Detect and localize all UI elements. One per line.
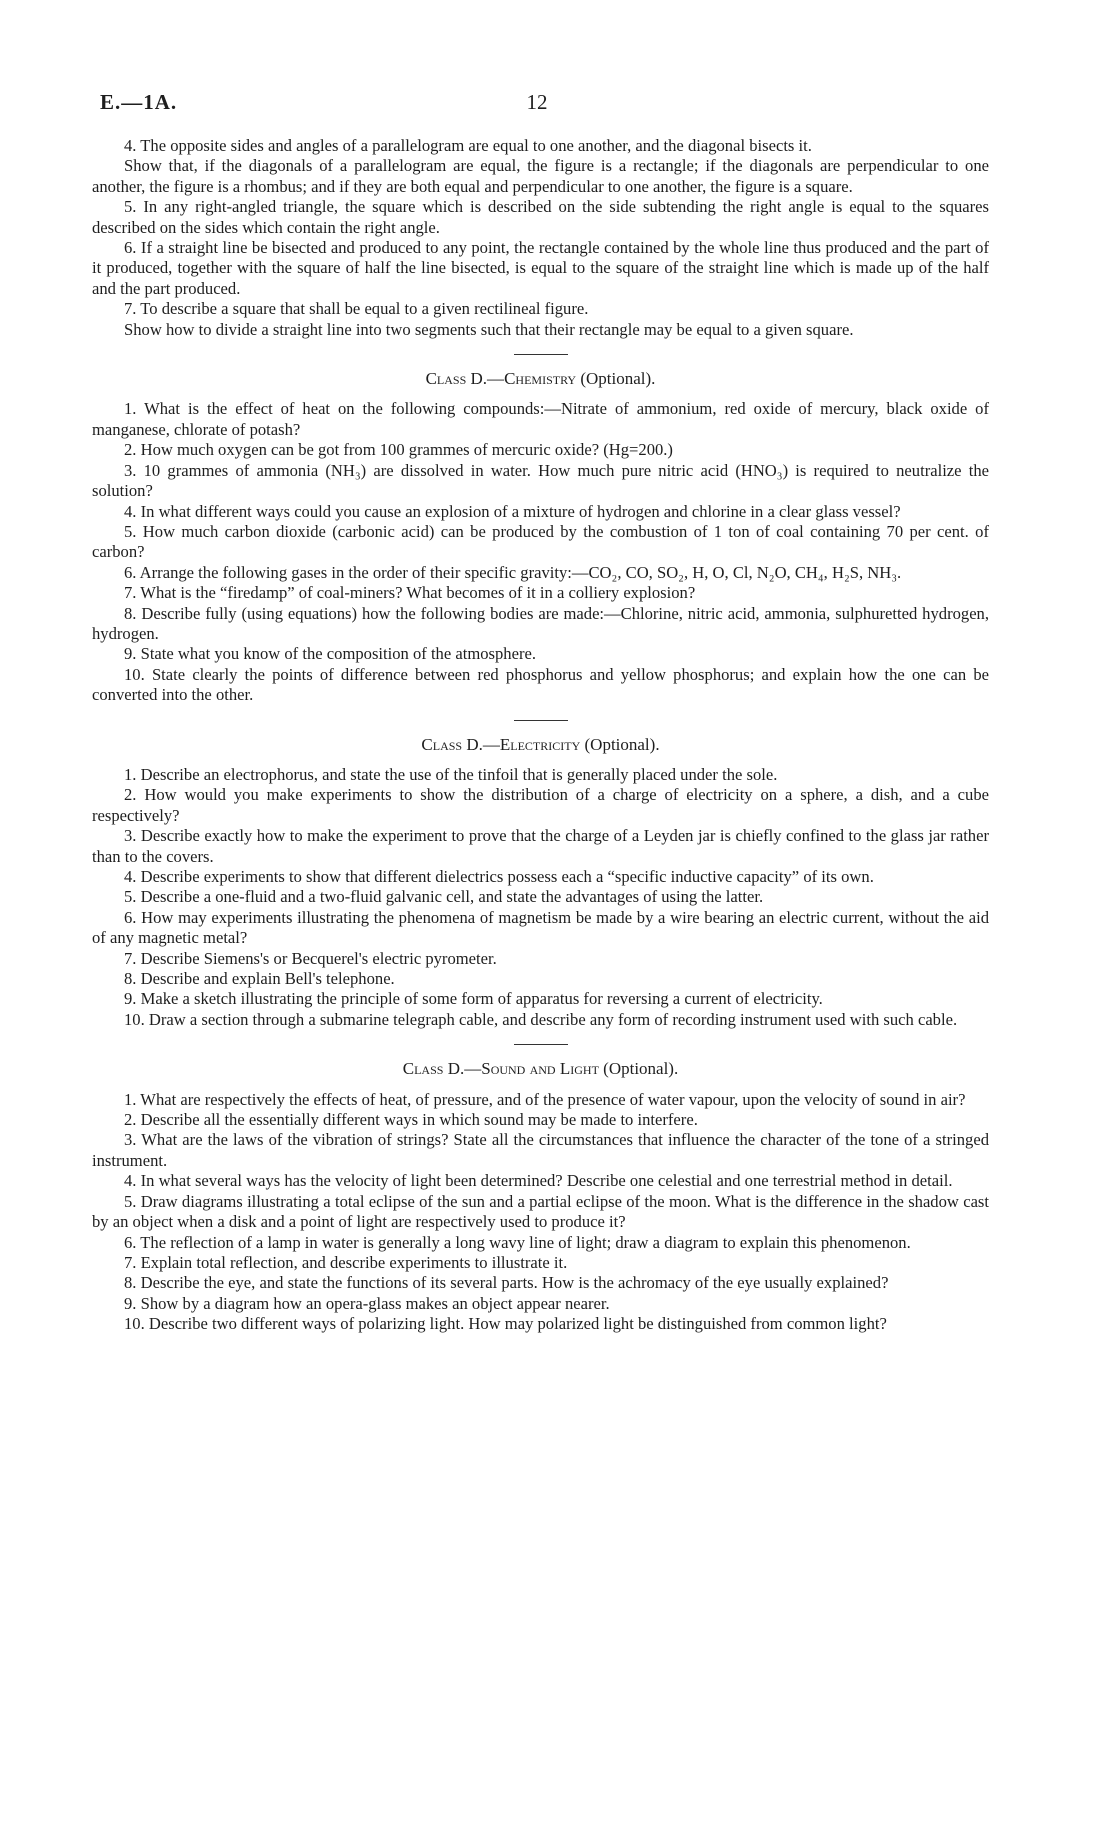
page-number: 12 [526, 90, 548, 114]
section-title: Class D.—Chemistry (Optional). [425, 369, 656, 389]
question: 3. What are the laws of the vibration of strings? State all the circumstances that influence the character of the tone of a stringed instrument. [92, 1130, 989, 1170]
question: 6. Arrange the following gases in the order of their specific gravity:—CO₂, CO, SO₂, H, O, Cl, N₂O, CH₄, H₂S, NH₃. [124, 562, 902, 582]
question: 7. Describe Siemens's or Becquerel's electric pyrometer. [124, 948, 497, 968]
page-body [92, 136, 989, 1335]
question: 2. How much oxygen can be got from 100 grammes of mercuric oxide? (Hg=200.) [124, 440, 673, 460]
question: 7. To describe a square that shall be equal to a given rectilineal figure. [124, 299, 589, 319]
chemistry-section [92, 369, 989, 706]
question: 7. What is the “firedamp” of coal-miners? What becomes of it in a colliery explosion? [124, 583, 696, 603]
section-divider [514, 354, 568, 355]
question: 6. The reflection of a lamp in water is generally a long wavy line of light; draw a diagram to explain this phenomenon. [124, 1232, 911, 1252]
question: 1. Describe an electrophorus, and state the use of the tinfoil that is generally placed under the sole. [124, 764, 778, 784]
question: 6. How may experiments illustrating the phenomena of magnetism be made by a wire bearing an electric current, without the aid of any magnetic metal? [92, 907, 989, 948]
question: 7. Explain total reflection, and describe experiments to illustrate it. [124, 1252, 568, 1272]
question: 3. Describe exactly how to make the experiment to prove that the charge of a Leyden jar is chiefly confined to the glass jar rather than to the covers. [92, 826, 989, 866]
question: 9. Make a sketch illustrating the principle of some form of apparatus for reversing a current of electricity. [124, 989, 823, 1009]
question: 3. 10 grammes of ammonia (NH₃) are dissolved in water. How much pure nitric acid (HNO₃) is required to neutralize the solution? [92, 460, 989, 501]
question: 2. How would you make experiments to show the distribution of a charge of electricity on a sphere, a dish, and a cube respectively? [92, 785, 989, 825]
question: Show how to divide a straight line into two segments such that their rectangle may be equal to a given square. [124, 319, 854, 339]
question: 1. What are respectively the effects of heat, of pressure, and of the presence of water vapour, upon the velocity of sound in air? [124, 1089, 966, 1109]
sound-light-section [92, 1059, 989, 1334]
question: Show that, if the diagonals of a parallelogram are equal, the figure is a rectangle; if the diagonals are perpendicular to one another, the figure is a rhombus; and if they are both equal and perpendicular to one another, the figure is a square. [92, 156, 989, 196]
document-code: E.—1A. [100, 90, 178, 114]
question: 5. Draw diagrams illustrating a total eclipse of the sun and a partial eclipse of the moon. What is the difference in the shadow cast by an object when a disk and a point of light are respectively used to produce it? [92, 1191, 989, 1232]
question: 10. Describe two different ways of polarizing light. How may polarized light be distinguished from common light? [124, 1314, 887, 1334]
question: 5. How much carbon dioxide (carbonic acid) can be produced by the combustion of 1 ton of coal containing 70 per cent. of carbon? [92, 521, 989, 562]
question: 9. State what you know of the composition of the atmosphere. [124, 644, 536, 664]
section-title: Class D.—Sound and Light (Optional). [402, 1059, 679, 1079]
euclid-section [92, 136, 989, 340]
question: 10. State clearly the points of difference between red phosphorus and yellow phosphorus; and explain how the one can be converted into the other. [92, 664, 989, 705]
question: 4. Describe experiments to show that different dielectrics possess each a “specific inductive capacity” of its own. [124, 867, 874, 886]
section-divider [514, 1044, 568, 1045]
section-title: Class D.—Electricity (Optional). [421, 734, 660, 754]
question: 5. In any right-angled triangle, the square which is described on the side subtending the right angle is equal to the squares described on the sides which contain the right angle. [92, 197, 989, 237]
page-header [100, 90, 974, 116]
question: 8. Describe the eye, and state the functions of its several parts. How is the achromacy of the eye usually explained? [124, 1273, 889, 1293]
electricity-section [92, 735, 989, 1031]
question: 5. Describe a one-fluid and a two-fluid galvanic cell, and state the advantages of using the latter. [124, 887, 764, 907]
question: 4. In what different ways could you cause an explosion of a mixture of hydrogen and chlorine in a clear glass vessel? [124, 501, 901, 521]
question: 2. Describe all the essentially different ways in which sound may be made to interfere. [124, 1110, 698, 1130]
section-divider [514, 720, 568, 721]
question: 10. Draw a section through a submarine telegraph cable, and describe any form of recording instrument used with such cable. [124, 1009, 958, 1029]
question: 4. The opposite sides and angles of a parallelogram are equal to one another, and the diagonal bisects it. [124, 136, 812, 155]
question: 4. In what several ways has the velocity of light been determined? Describe one celestial and one terrestrial method in detail. [124, 1171, 953, 1191]
question: 1. What is the effect of heat on the following compounds:—Nitrate of ammonium, red oxide of mercury, black oxide of manganese, chlorate of potash? [92, 399, 989, 439]
question: 8. Describe fully (using equations) how the following bodies are made:—Chlorine, nitric acid, ammonia, sulphuretted hydrogen, hydrogen. [92, 603, 989, 643]
question: 6. If a straight line be bisected and produced to any point, the rectangle contained by the whole line thus produced and the part of it produced, together with the square of half the line bisected, is equal to the square of the straight line which is made up of the half and the part produced. [92, 238, 989, 298]
question: 8. Describe and explain Bell's telephone. [124, 969, 395, 989]
question: 9. Show by a diagram how an opera-glass makes an object appear nearer. [124, 1293, 610, 1313]
